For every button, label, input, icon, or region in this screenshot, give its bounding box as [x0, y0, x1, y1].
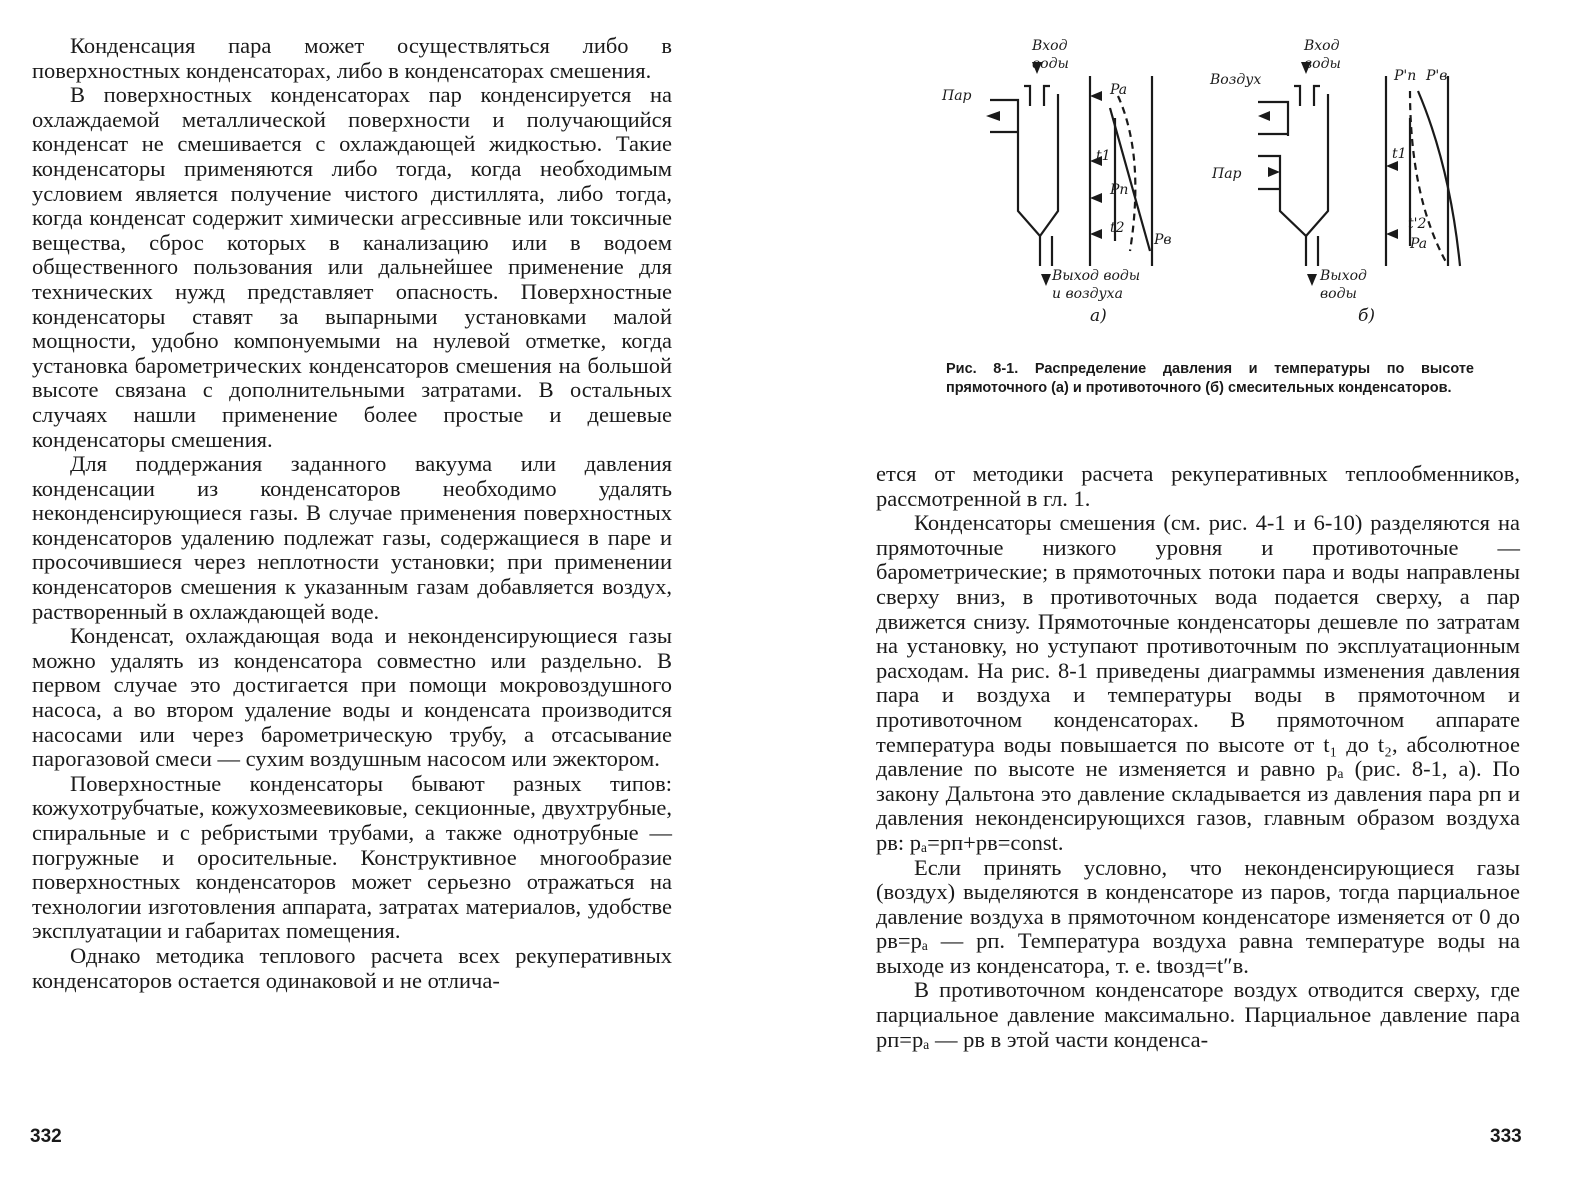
label-outlet-b-1: Выход — [1320, 268, 1367, 284]
pipe-b-left — [1294, 86, 1300, 106]
vessel-a-left — [1018, 130, 1040, 266]
figure-caption: Рис. 8-1. Распределение давления и температуры по высоте прямоточного (а) и противоточного (б) смесительных конденсаторов. — [946, 361, 1474, 396]
label-letter-a: а) — [1090, 306, 1107, 326]
arrow-pa-a — [1090, 91, 1102, 101]
label-t2-prime-b: t'2 — [1408, 216, 1427, 232]
arrow-steam-a — [986, 111, 1000, 121]
arrow-t2-a — [1090, 229, 1102, 239]
vessel-a-right — [1040, 94, 1058, 236]
air-stub-b — [1258, 102, 1288, 136]
label-pn-a: Pп — [1110, 182, 1129, 198]
right-paragraph-4: В противоточном конденсаторе воздух отводится сверху, где парциальное давление максимально. Парциальное давление пара pп=pₐ — pв в этой части конденса- — [876, 977, 1520, 1052]
label-pa-a: Pa — [1110, 82, 1128, 98]
label-pn-prime-b: P'п — [1394, 68, 1417, 84]
arrow-steam-b — [1268, 167, 1280, 177]
pipe-a-right — [1044, 86, 1050, 106]
condenser-diagram — [940, 36, 1500, 336]
label-outlet-a-1: Выход воды — [1052, 268, 1141, 284]
vessel-b-left — [1280, 191, 1306, 266]
label-pa-b: Pa — [1410, 236, 1428, 252]
label-pv-prime-b: P'в — [1426, 68, 1448, 84]
label-water-in-b-1: Вход — [1304, 38, 1340, 54]
label-air-b: Воздух — [1210, 72, 1262, 88]
pipe-b-right — [1314, 86, 1320, 106]
label-steam-b: Пар — [1212, 166, 1242, 182]
right-paragraph-3: Если принять условно, что неконденсирующиеся газы (воздух) выделяются в конденсаторе из паров, тогда парциальное давление воздуха в прямоточном конденсаторе изменяется от 0 до pв=pₐ — pп. Температура воздуха равна температуре воды на выходе из конденсатора, т. е. tвозд=t″в. — [876, 854, 1520, 978]
label-t1-b: t1 — [1392, 146, 1407, 162]
arrow-pn-a — [1090, 193, 1102, 203]
label-pv-a: Pв — [1154, 232, 1172, 248]
right-paragraph-1: ется от методики расчета рекуперативных теплообменников, рассмотренной в гл. 1. — [876, 461, 1520, 511]
left-paragraph-3: Для поддержания заданного вакуума или давления конденсации из конденсаторов необходимо удалять неконденсирующиеся газы. В случае применения поверхностных конденсаторов удалению подлежат газы, содержащиеся в паре и просочившиеся через неплотности установки; при применении конденсаторов смешения к указанным газам добавляется воздух, растворенный в охлаждающей воде. — [32, 451, 672, 624]
page-number-right: 333 — [1490, 1126, 1522, 1147]
page-number-left: 332 — [30, 1126, 62, 1147]
arrow-out-a — [1041, 274, 1051, 286]
left-paragraph-2: В поверхностных конденсаторах пар конденсируется на охлаждаемой металлической поверхности и получающийся конденсат не смешивается с охлаждающей жидкостью. Такие конденсаторы применяются либо тогда, когда необходимым условием является получение чистого дистиллята, либо тогда, когда конденсат содержит химически агрессивные или токсичные вещества, сброс которых в канализацию или в водоем общественного пользования или дальнейшее применение для технических нужд представляет опасность. Поверхностные конденсаторы ставят за выпарными установками малой мощности, удобно компонуемыми на нулевой отметке, когда установка барометрических конденсаторов смешения на большой высоте связана с дополнительными затратами. В остальных случаях нашли применение более простые и дешевые конденсаторы смешения. — [32, 82, 672, 452]
right-page — [870, 0, 1570, 1190]
label-water-in-a-1: Вход — [1032, 38, 1068, 54]
left-paragraph-6: Однако методика теплового расчета всех рекуперативных конденсаторов остается одинаковой и не отлича- — [32, 942, 672, 993]
label-outlet-a-2: и воздуха — [1052, 286, 1123, 302]
label-water-in-a-2: воды — [1032, 56, 1069, 72]
arrow-out-b — [1307, 274, 1317, 286]
arrow-t1-b — [1386, 161, 1398, 171]
left-page-text — [32, 34, 672, 993]
left-paragraph-5: Поверхностные конденсаторы бывают разных типов: кожухотрубчатые, кожухозмеевиковые, секционные, двухтрубные, спиральные и с ребристыми трубами, а также однотрубные — погружные и оросительные. Конструктивное многообразие поверхностных конденсаторов может серьезно отражаться на технологии изготовления аппарата, затратах материалов, удобстве эксплуатации и габаритах помещения. — [32, 770, 672, 944]
vessel-b-right — [1306, 94, 1328, 236]
label-steam-a: Пар — [942, 88, 972, 104]
label-outlet-b-2: воды — [1320, 286, 1357, 302]
left-page — [0, 0, 700, 1190]
arrow-t2-b — [1386, 229, 1398, 239]
label-t1-a: t1 — [1096, 148, 1111, 164]
label-water-in-b-2: воды — [1304, 56, 1341, 72]
left-paragraph-4: Конденсат, охлаждающая вода и неконденсирующиеся газы можно удалять из конденсатора совместно или раздельно. В первом случае это достигается при помощи мокровоздушного насоса, а во втором удаление воды и конденсата производится насосами или через барометрическую трубу, а отсасывание парогазовой смеси — сухим воздушным насосом или эжектором. — [32, 623, 672, 772]
arrow-air-b — [1258, 111, 1270, 121]
right-page-text — [876, 462, 1520, 1052]
figure-8-1 — [940, 36, 1500, 336]
left-paragraph-1: Конденсация пара может осуществляться либо в поверхностных конденсаторах, либо в конденсаторах смешения. — [32, 33, 672, 83]
label-letter-b: б) — [1358, 306, 1376, 326]
pipe-a-left — [1024, 86, 1030, 106]
right-paragraph-2: Конденсаторы смешения (см. рис. 4-1 и 6-10) разделяются на прямоточные низкого уровня и противоточные — барометрические; в прямоточных потоки пара и воды направлены сверху вниз, в противоточных вода подается сверху, а пар движется снизу. Прямоточные конденсаторы дешевле по затратам на установку, но уступают противоточным по эксплуатационным расходам. На рис. 8-1 приведены диаграммы изменения давления пара и воздуха и температуры воды в прямоточном и противоточном конденсаторах. В прямоточном аппарате температура воды повышается по высоте от t₁ до t₂, абсолютное давление по высоте не изменяется и равно pₐ (рис. 8-1, а). По закону Дальтона это давление складывается из давления пара pп и давления неконденсирующихся газов, главным образом воздуха pв: pₐ=pп+pв=const. — [876, 510, 1520, 855]
label-t2-a: t2 — [1110, 220, 1125, 236]
